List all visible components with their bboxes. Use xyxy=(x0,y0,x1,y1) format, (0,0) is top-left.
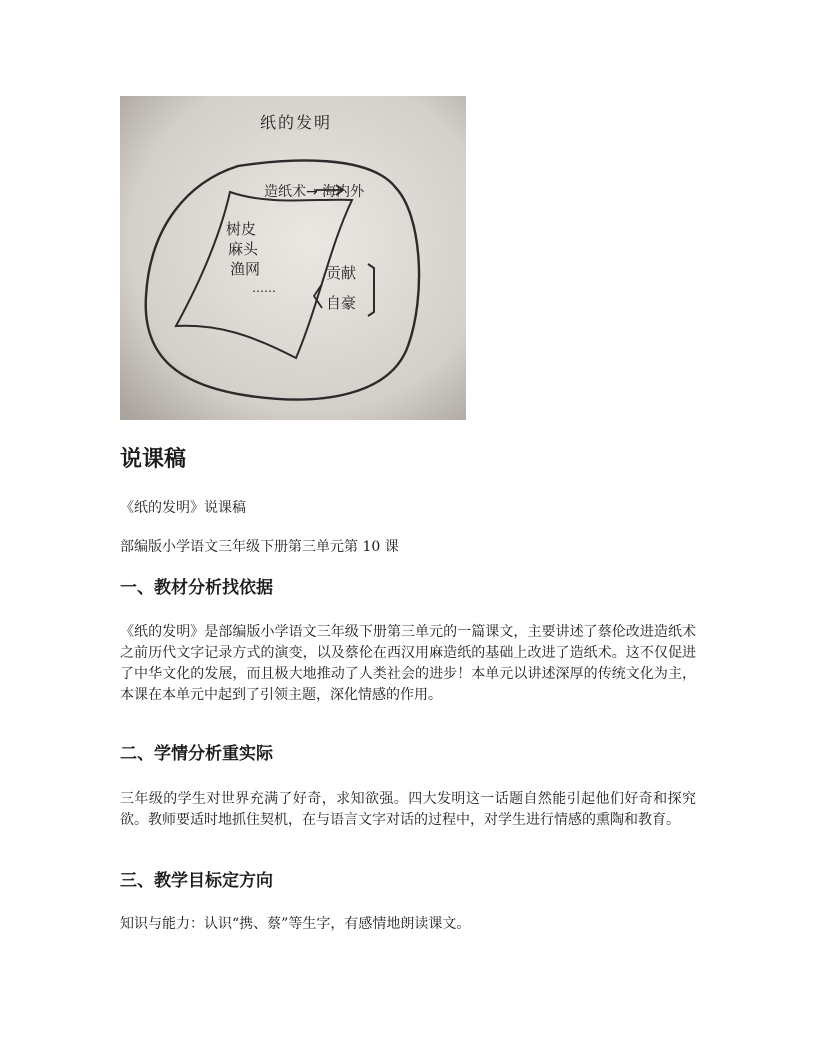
course-info-line: 部编版小学语文三年级下册第三单元第 10 课 xyxy=(120,539,399,555)
sketch-theme-1: 贡献 xyxy=(326,264,357,282)
sketch-material-3: 渔网 xyxy=(230,260,261,278)
section-heading-1: 一、教材分析找依据 xyxy=(120,578,273,598)
sketch-material-1: 树皮 xyxy=(226,220,257,238)
sketch-material-4: …… xyxy=(252,281,276,295)
document-title: 说课稿 xyxy=(120,447,187,472)
section-heading-2: 二、学情分析重实际 xyxy=(120,744,273,764)
section-body-3: 知识与能力：认识“携、蔡”等生字，有感情地朗读课文。 xyxy=(120,916,471,932)
sketch-title: 纸的发明 xyxy=(259,113,333,132)
section-body-2: 三年级的学生对世界充满了好奇，求知欲强。四大发明这一话题自然能引起他们好奇和探究欲。教师要适时地抓住契机，在与语言文字对话的过程中，对学生进行情感的熏陶和教育。 xyxy=(120,791,696,828)
document-subtitle: 《纸的发明》说课稿 xyxy=(120,500,246,516)
handwritten-mindmap-photo xyxy=(120,96,466,420)
sketch-material-2: 麻头 xyxy=(228,240,259,258)
sketch-process-label: 造纸术→ 海内外 xyxy=(264,184,365,200)
section-heading-3: 三、教学目标定方向 xyxy=(120,871,273,891)
section-body-1: 《纸的发明》是部编版小学语文三年级下册第三单元的一篇课文，主要讲述了蔡伦改进造纸术之前历代文字记录方式的演变，以及蔡伦在西汉用麻造纸的基础上改进了造纸术。这不仅促进了中华文化的发展，而且极大地推动了人类社会的进步！本单元以讲述深厚的传统文化为主，本课在本单元中起到了引领主题，深化情感的作用。 xyxy=(120,624,696,703)
mindmap-sketch xyxy=(120,96,466,420)
sketch-theme-2: 自豪 xyxy=(326,294,357,312)
paper-background xyxy=(120,96,466,420)
